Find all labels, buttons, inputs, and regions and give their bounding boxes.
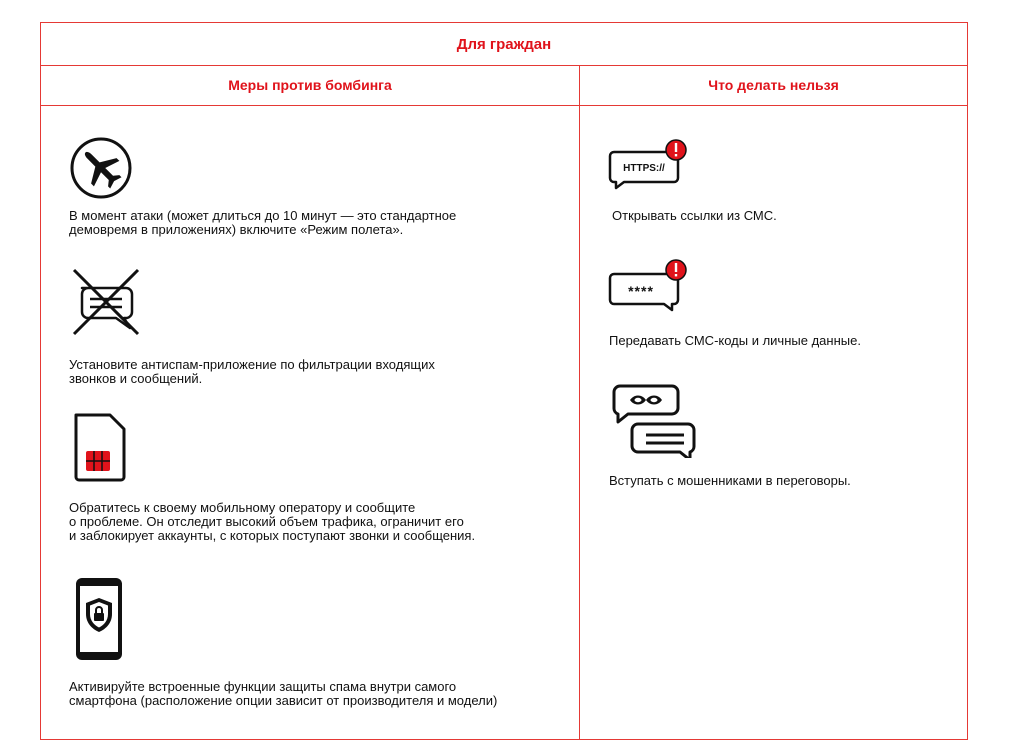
right-item-2-text: Передавать СМС-коды и личные данные. [609, 333, 861, 348]
table-title-row [41, 23, 967, 66]
right-item-3-text: Вступать с мошенниками в переговоры. [609, 473, 851, 488]
table-title: Для граждан [456, 35, 552, 53]
password-icon-label: **** [628, 283, 654, 299]
left-column-title: Меры против бомбинга [228, 77, 392, 93]
masked-chat-icon [612, 382, 700, 458]
right-column-header [580, 65, 967, 106]
column-divider [579, 106, 580, 739]
sim-card-icon [72, 411, 128, 483]
left-item-2-text: Установите антиспам-приложение по фильтрации входящих звонков и сообщений. [69, 357, 435, 386]
https-icon-label: HTTPS:// [623, 163, 665, 174]
right-item-1-text: Открывать ссылки из СМС. [612, 208, 777, 223]
https-link-icon [608, 138, 690, 190]
phone-shield-icon [74, 576, 124, 662]
password-message-icon [608, 258, 690, 312]
crossed-message-icon [70, 266, 142, 338]
left-item-1-text: В момент атаки (может длиться до 10 минут — это стандартное демовремя в приложениях) включите «Режим полета». [69, 208, 457, 237]
left-column-header [41, 65, 580, 106]
airplane-mode-icon [69, 136, 133, 200]
right-column-title: Что делать нельзя [708, 77, 839, 93]
left-item-4-text: Активируйте встроенные функции защиты спама внутри самого смартфона (расположение опции зависит от производителя и модели) [69, 679, 498, 708]
left-item-3-text: Обратитесь к своему мобильному оператору и сообщите о проблеме. Он отследит высокий объем трафика, ограничит его и заблокирует аккаунты, с которых поступают звонки и сообщения. [69, 500, 476, 543]
